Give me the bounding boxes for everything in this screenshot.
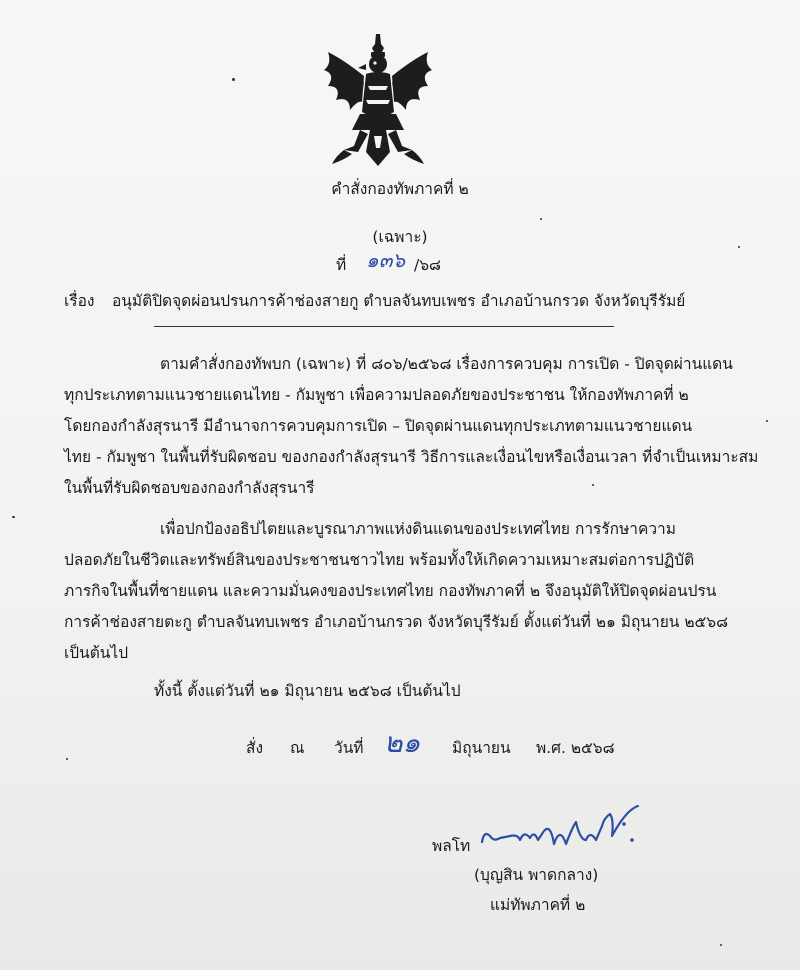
- given-year: พ.ศ. ๒๕๖๘: [536, 739, 615, 757]
- paragraph-line: ปลอดภัยในชีวิตและทรัพย์สินของประชาชนชาวไทย พร้อมทั้งให้เกิดความเหมาะสมต่อการปฏิบัติ: [64, 551, 695, 569]
- order-number-label: ที่: [336, 256, 347, 274]
- paragraph-approval: [64, 522, 754, 677]
- paragraph-line: การค้าช่องสายตะกู ตำบลจันทบเพชร อำเภอบ้านกรวด จังหวัดบุรีรัมย์ ตั้งแต่วันที่ ๒๑ มิถุนายน ๒๕๖๘: [64, 613, 729, 631]
- given-day-label: วันที่: [334, 739, 364, 757]
- given-month: มิถุนายน: [452, 739, 511, 757]
- subject-divider: [154, 326, 614, 327]
- scan-speck: [766, 420, 768, 422]
- paragraph-line: เป็นต้นไป: [64, 644, 129, 662]
- signature-icon: [476, 800, 686, 860]
- classification-label: (เฉพาะ): [372, 228, 428, 246]
- scan-speck: [592, 484, 594, 486]
- given-word: สั่ง: [246, 739, 264, 757]
- scan-speck: [232, 78, 235, 81]
- paragraph-line: ทุกประเภทตามแนวชายแดนไทย - กัมพูชา เพื่อความปลอดภัยของประชาชน ให้กองทัพภาคที่ ๒: [64, 386, 689, 404]
- order-title: คำสั่งกองทัพภาคที่ ๒: [331, 180, 469, 198]
- paragraph-line: ไทย - กัมพูชา ในพื้นที่รับผิดชอบ ของกองกำลังสุรนารี วิธีการและเงื่อนไขหรือเงื่อนเวลา ที่จำเป็นเหมาะสม: [64, 448, 759, 466]
- garuda-emblem-icon: [314, 30, 442, 172]
- signatory-position: แม่ทัพภาคที่ ๒: [490, 896, 586, 914]
- order-number-handwritten: ๑๓๖: [366, 248, 406, 272]
- signatory-rank: พลโท: [432, 837, 471, 855]
- paragraph-line: โดยกองกำลังสุรนารี มีอำนาจการควบคุมการเปิด – ปิดจุดผ่านแดนทุกประเภทตามแนวชายแดน: [64, 417, 693, 435]
- given-day-handwritten: ๒๑: [384, 726, 421, 759]
- given-at-word: ณ: [290, 739, 305, 757]
- paragraph-line: ในพื้นที่รับผิดชอบของกองกำลังสุรนารี: [64, 479, 315, 497]
- scan-speck: [66, 758, 68, 760]
- scan-speck: [12, 516, 15, 518]
- paragraph-line: ภารกิจในพื้นที่ชายแดน และความมั่นคงของประเทศไทย กองทัพภาคที่ ๒ จึงอนุมัติให้ปิดจุดผ่อนปรน: [64, 582, 717, 600]
- scan-speck: [738, 246, 740, 248]
- paragraph-reference-order: [64, 355, 759, 512]
- subject-text: อนุมัติปิดจุดผ่อนปรนการค้าช่องสายกู ตำบลจันทบเพชร อำเภอบ้านกรวด จังหวัดบุรีรัมย์: [112, 292, 686, 310]
- scan-speck: [720, 944, 722, 946]
- paragraph-line: ตามคำสั่งกองทัพบก (เฉพาะ) ที่ ๘๐๖/๒๕๖๘ เรื่องการควบคุม การเปิด - ปิดจุดผ่านแดน: [160, 355, 733, 373]
- effective-date-line: ทั้งนี้ ตั้งแต่วันที่ ๒๑ มิถุนายน ๒๕๖๘ เป็นต้นไป: [154, 682, 461, 700]
- signatory-name: (บุญสิน พาดกลาง): [474, 866, 599, 884]
- subject-label: เรื่อง: [64, 292, 95, 310]
- scan-speck: [540, 218, 542, 220]
- order-number-year: /๖๘: [414, 256, 442, 274]
- paragraph-line: เพื่อปกป้องอธิปไตยและบูรณาภาพแห่งดินแดนของประเทศไทย การรักษาความ: [160, 520, 676, 538]
